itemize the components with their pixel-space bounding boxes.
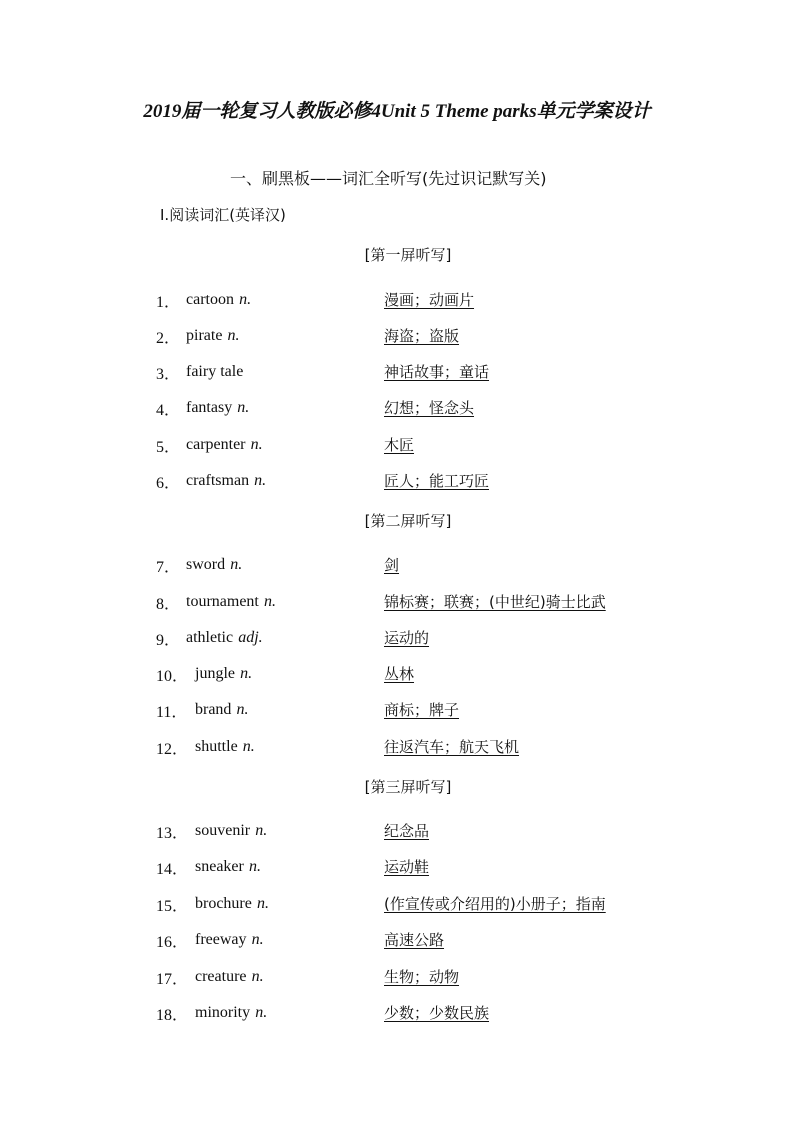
- item-term: [186, 434, 263, 454]
- item-pos: n.: [236, 701, 249, 718]
- item-meaning: 幻想；怪念头: [384, 399, 475, 417]
- item-word: sword: [186, 556, 226, 573]
- item-meaning: (作宣传或介绍用的)小册子；指南: [384, 895, 606, 913]
- item-number: 15．: [156, 898, 189, 915]
- item-pos: n.: [237, 399, 250, 416]
- item-pos: n.: [227, 327, 240, 344]
- vocab-row: [0, 966, 794, 988]
- item-number: 5．: [156, 439, 181, 456]
- item-number: 8．: [156, 596, 181, 613]
- item-term: [195, 820, 267, 840]
- vocab-row: [0, 893, 794, 915]
- item-number: 4．: [156, 402, 181, 419]
- vocab-row: [0, 663, 794, 685]
- vocab-row: [0, 361, 794, 383]
- item-number: 7．: [156, 559, 181, 576]
- item-number: 14．: [156, 861, 189, 878]
- vocab-row: [0, 554, 794, 576]
- item-term: [195, 1002, 267, 1022]
- subsection-heading: Ⅰ.阅读词汇(英译汉): [160, 206, 286, 224]
- item-meaning: 商标；牌子: [384, 701, 460, 719]
- item-term: [195, 699, 249, 719]
- item-number: 9．: [156, 632, 181, 649]
- group-heading-3: [第三屏听写]: [364, 778, 452, 796]
- item-term: [186, 289, 251, 309]
- item-meaning: 木匠: [384, 436, 415, 454]
- item-word: freeway: [195, 931, 247, 948]
- item-word: fairy tale: [186, 363, 244, 380]
- item-meaning: 高速公路: [384, 931, 445, 949]
- section-heading: 一、刷黑板——词汇全听写(先过识记默写关): [230, 169, 547, 188]
- item-term: [186, 591, 276, 611]
- item-word: pirate: [186, 327, 223, 344]
- item-pos: n.: [251, 931, 264, 948]
- item-word: souvenir: [195, 822, 251, 839]
- vocab-row: [0, 929, 794, 951]
- vocab-row: [0, 627, 794, 649]
- item-word: creature: [195, 968, 247, 985]
- vocab-row: [0, 289, 794, 311]
- item-meaning: 漫画；动画片: [384, 291, 475, 309]
- vocab-row: [0, 591, 794, 613]
- group-heading-1: [第一屏听写]: [364, 246, 452, 264]
- item-word: jungle: [195, 665, 235, 682]
- item-pos: n.: [239, 291, 252, 308]
- item-term: [195, 736, 255, 756]
- item-meaning: 匠人；能工巧匠: [384, 472, 490, 490]
- item-term: [186, 554, 242, 574]
- item-word: tournament: [186, 593, 259, 610]
- item-meaning: 往返汽车；航天飞机: [384, 738, 520, 756]
- item-term: [186, 325, 240, 345]
- item-word: brochure: [195, 895, 252, 912]
- item-pos: n.: [256, 895, 269, 912]
- item-meaning: 少数；少数民族: [384, 1004, 490, 1022]
- item-pos: n.: [263, 593, 276, 610]
- item-word: fantasy: [186, 399, 233, 416]
- item-word: cartoon: [186, 291, 234, 308]
- item-meaning: 运动鞋: [384, 858, 430, 876]
- item-term: [195, 966, 264, 986]
- item-term: [195, 929, 264, 949]
- item-word: athletic: [186, 629, 234, 646]
- item-term: [195, 663, 252, 683]
- item-number: 11．: [156, 704, 188, 721]
- vocab-row: [0, 856, 794, 878]
- item-term: [186, 627, 263, 647]
- vocab-row: [0, 820, 794, 842]
- item-pos: n.: [230, 556, 243, 573]
- item-term: [186, 361, 243, 381]
- item-term: [186, 397, 249, 417]
- item-pos: n.: [240, 665, 253, 682]
- item-number: 13．: [156, 825, 189, 842]
- group-heading-2: [第二屏听写]: [364, 512, 452, 530]
- item-meaning: 剑: [384, 556, 400, 574]
- item-meaning: 丛林: [384, 665, 415, 683]
- item-number: 18．: [156, 1007, 189, 1024]
- vocab-row: [0, 397, 794, 419]
- item-number: 17．: [156, 971, 189, 988]
- item-pos: n.: [254, 472, 267, 489]
- item-meaning: 海盗；盗版: [384, 327, 460, 345]
- item-pos: adj.: [238, 629, 263, 646]
- document-title: 2019届一轮复习人教版必修4Unit 5 Theme parks单元学案设计: [143, 101, 651, 122]
- item-pos: n.: [250, 436, 263, 453]
- item-term: [186, 470, 266, 490]
- item-pos: n.: [251, 968, 264, 985]
- item-meaning: 锦标赛；联赛；(中世纪)骑士比武: [384, 593, 606, 611]
- item-number: 1．: [156, 294, 181, 311]
- item-number: 16．: [156, 934, 189, 951]
- vocab-row: [0, 434, 794, 456]
- item-word: brand: [195, 701, 232, 718]
- item-meaning: 运动的: [384, 629, 430, 647]
- item-number: 3．: [156, 366, 181, 383]
- vocab-row: [0, 1002, 794, 1024]
- item-pos: n.: [255, 1004, 268, 1021]
- item-term: [195, 893, 269, 913]
- item-number: 2．: [156, 330, 181, 347]
- item-pos: n.: [255, 822, 268, 839]
- item-word: craftsman: [186, 472, 250, 489]
- item-meaning: 神话故事；童话: [384, 363, 490, 381]
- item-number: 10．: [156, 668, 189, 685]
- item-word: shuttle: [195, 738, 238, 755]
- vocab-row: [0, 736, 794, 758]
- item-meaning: 纪念品: [384, 822, 430, 840]
- item-meaning: 生物；动物: [384, 968, 460, 986]
- item-pos: n.: [248, 858, 261, 875]
- vocab-row: [0, 699, 794, 721]
- item-term: [195, 856, 261, 876]
- item-word: sneaker: [195, 858, 244, 875]
- item-pos: n.: [242, 738, 255, 755]
- vocab-row: [0, 325, 794, 347]
- item-word: minority: [195, 1004, 251, 1021]
- item-word: carpenter: [186, 436, 246, 453]
- vocab-row: [0, 470, 794, 492]
- item-number: 12．: [156, 741, 189, 758]
- item-number: 6．: [156, 475, 181, 492]
